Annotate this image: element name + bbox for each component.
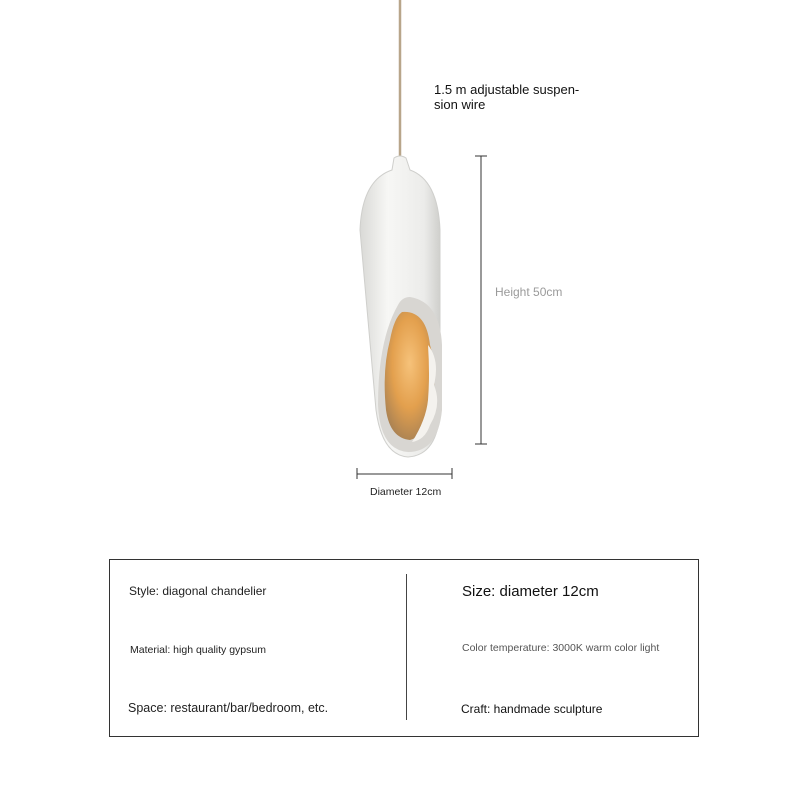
height-label: Height 50cm bbox=[495, 285, 563, 299]
wire-note-line1: 1.5 m adjustable suspen- bbox=[434, 82, 580, 97]
wire-length-note bbox=[434, 82, 604, 112]
spec-craft: Craft: handmade sculpture bbox=[461, 702, 603, 716]
spec-space: Space: restaurant/bar/bedroom, etc. bbox=[128, 701, 329, 715]
wire-note-line2: sion wire bbox=[434, 97, 486, 112]
spec-color-temperature: Color temperature: 3000K warm color light bbox=[462, 642, 660, 654]
spec-style: Style: diagonal chandelier bbox=[129, 584, 267, 598]
diameter-label: Diameter 12cm bbox=[370, 486, 442, 498]
pendant-lamp-illustration bbox=[330, 0, 510, 500]
spec-material: Material: high quality gypsum bbox=[130, 644, 266, 656]
spec-size: Size: diameter 12cm bbox=[462, 583, 599, 600]
specifications-divider bbox=[406, 574, 407, 720]
specifications-box bbox=[109, 559, 699, 737]
